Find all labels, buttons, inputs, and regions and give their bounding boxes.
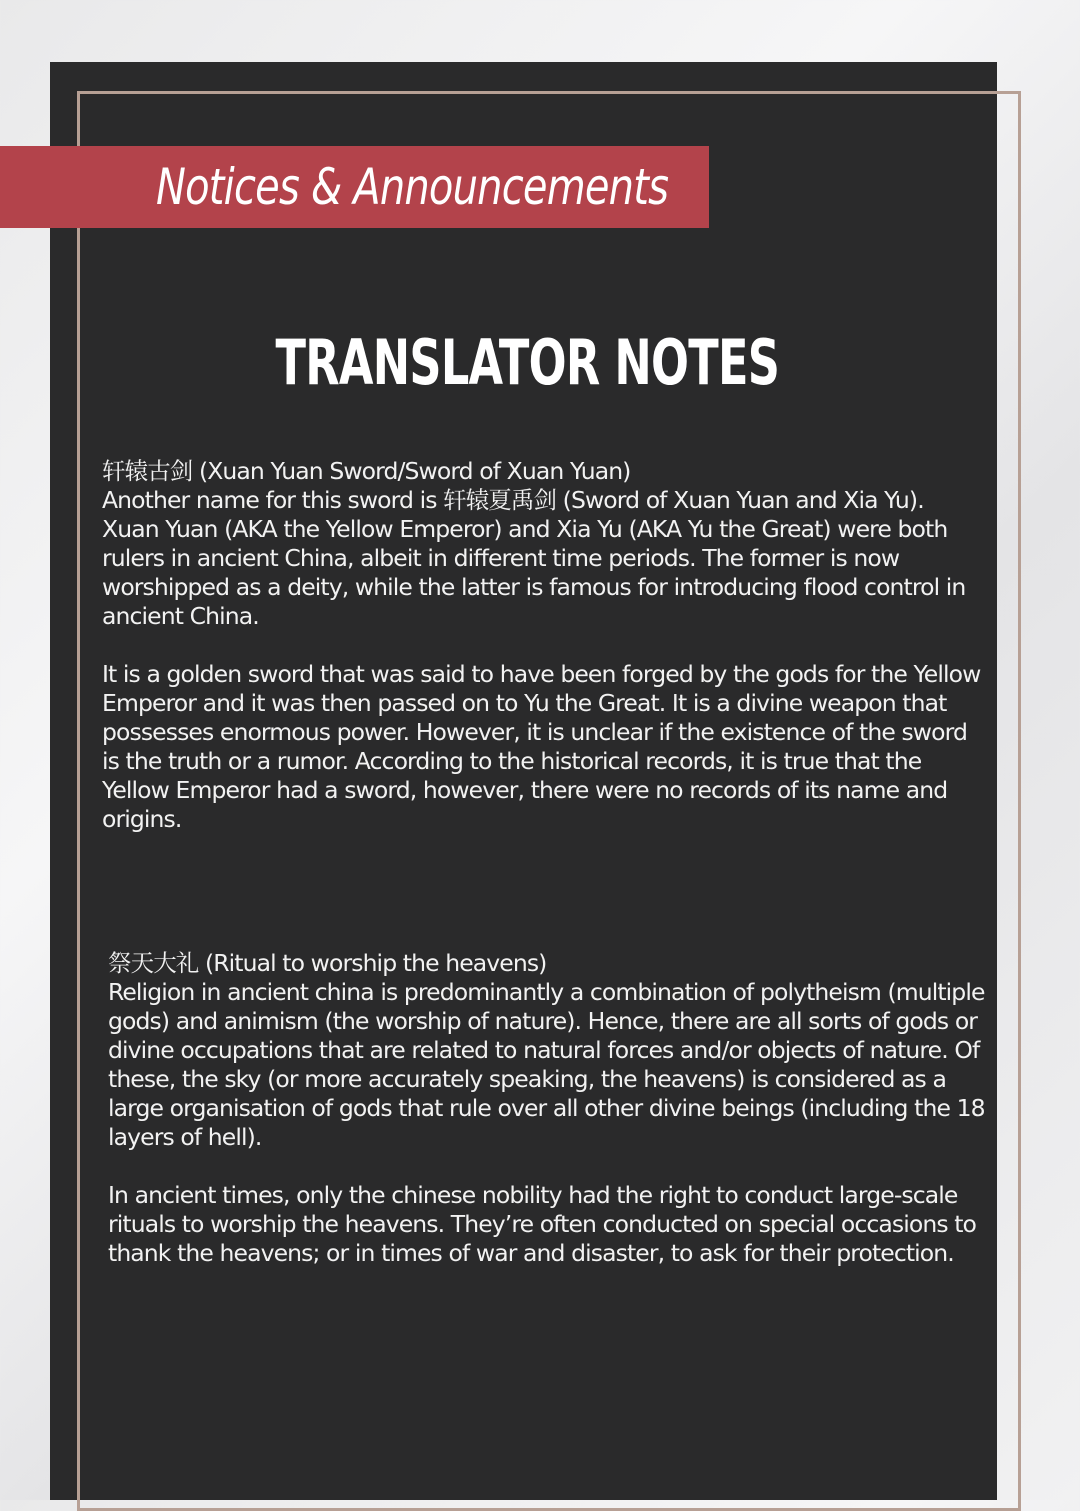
note-paragraph: Religion in ancient china is predominantly a combination of polytheism (multiple gods) and animism (the worship of nature). Hence, there are all sorts of gods or divine occupations that are related to natural forces and/or objects of nature. Of these, the sky (or more accurately speaking, the heavens) is considered as a large organisation of gods that rule over all other divine beings (including the 18 layers of hell). bbox=[108, 978, 985, 1151]
note-paragraph: Another name for this sword is 轩辕夏禹剑 (Sword of Xuan Yuan and Xia Yu). Xuan Yuan (AKA the Yellow Emperor) and Xia Yu (AKA Yu the Great) were both rulers in ancient China, albeit in different time periods. The former is now worshipped as a deity, while the latter is famous for introducing flood control in ancient China. bbox=[102, 486, 966, 630]
note-heading: 祭天大礼 (Ritual to worship the heavens) bbox=[108, 949, 547, 977]
note-heading: 轩辕古剑 (Xuan Yuan Sword/Sword of Xuan Yuan) bbox=[102, 457, 631, 485]
note-paragraph: In ancient times, only the chinese nobility had the right to conduct large-scale rituals to worship the heavens. They’re often conducted on special occasions to thank the heavens; or in times of war and disaster, to ask for their protection. bbox=[108, 1181, 977, 1267]
note-paragraph: It is a golden sword that was said to have been forged by the gods for the Yellow Emperor and it was then passed on to Yu the Great. It is a divine weapon that possesses enormous power. However, it is unclear if the existence of the sword is the truth or a rumor. According to the historical records, it is true that the Yellow Emperor had a sword, however, there were no records of its name and origins. bbox=[102, 660, 981, 833]
note-heaven-ritual bbox=[108, 949, 988, 1268]
banner-title: Notices & Announcements bbox=[156, 158, 669, 216]
page-title: TRANSLATOR NOTES bbox=[275, 326, 780, 399]
note-xuan-yuan-sword bbox=[102, 457, 982, 834]
